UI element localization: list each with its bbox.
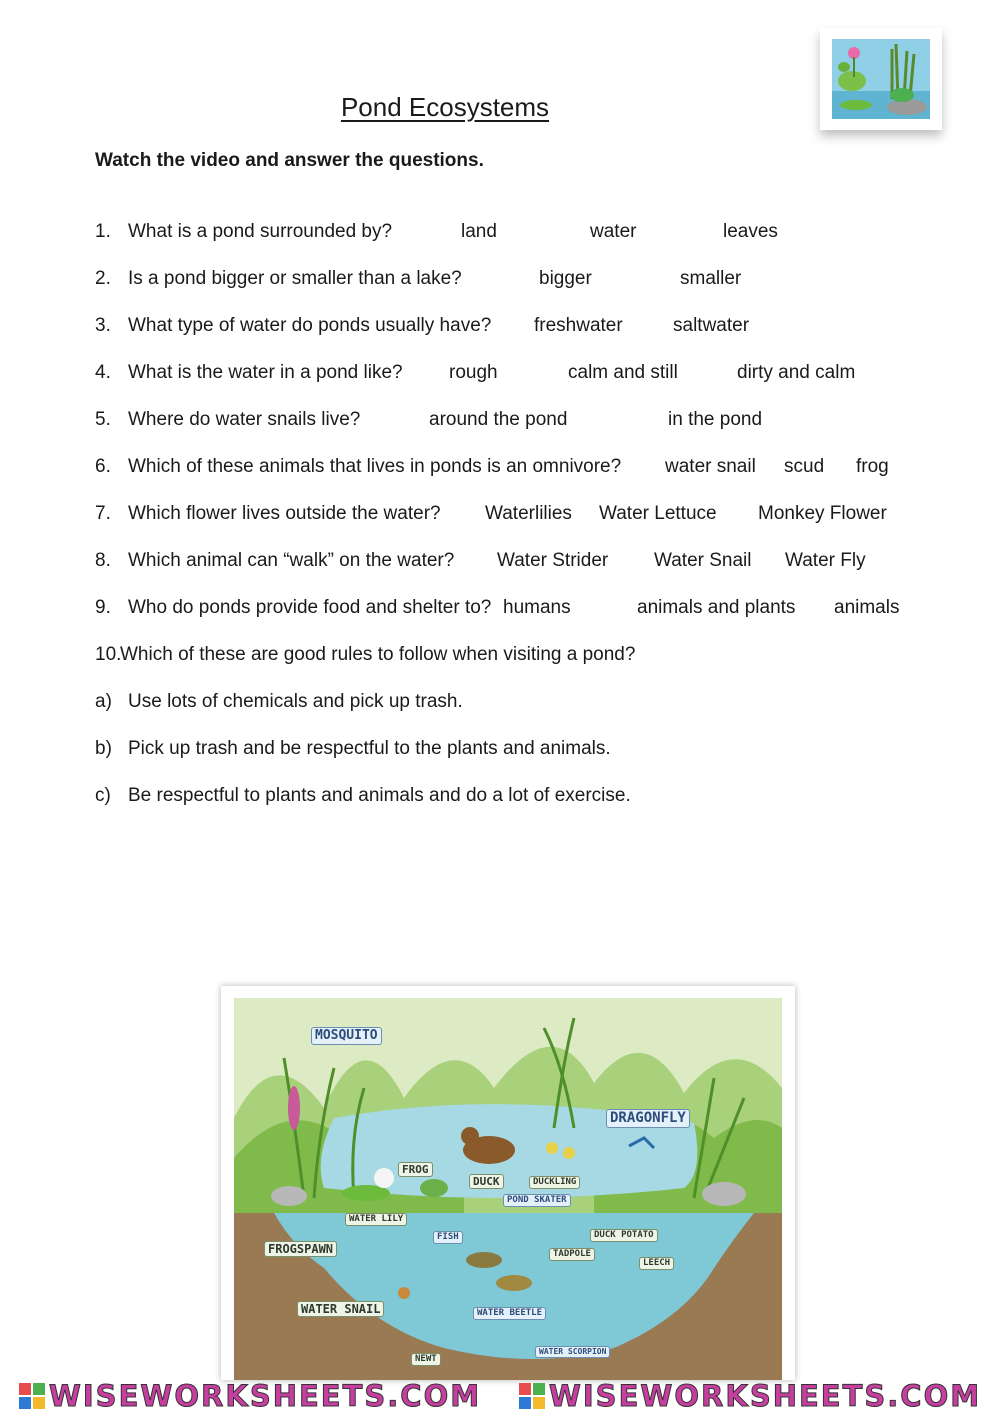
pond-ecosystem-illustration xyxy=(221,986,795,1380)
question-text: What is a pond surrounded by? xyxy=(128,221,393,242)
answer-option[interactable]: dirty and calm xyxy=(737,362,856,383)
answer-option[interactable]: water xyxy=(590,221,637,242)
label-newt: NEWT xyxy=(411,1353,441,1366)
answer-option[interactable]: animals xyxy=(834,597,900,618)
pond-scene xyxy=(234,998,782,1380)
label-frog: FROG xyxy=(398,1162,433,1177)
rule-text: Be respectful to plants and animals and do a lot of exercise. xyxy=(128,785,631,806)
answer-option[interactable]: scud xyxy=(784,456,825,477)
question-number: 3. xyxy=(95,315,111,336)
question-number: 8. xyxy=(95,550,111,571)
question-text: Who do ponds provide food and shelter to? xyxy=(128,597,492,618)
answer-option[interactable]: bigger xyxy=(539,268,592,289)
rule-letter: c) xyxy=(95,785,111,806)
answer-option[interactable]: water snail xyxy=(665,456,756,477)
label-frogspawn: FROGSPAWN xyxy=(264,1241,337,1257)
answer-option[interactable]: freshwater xyxy=(534,315,623,336)
rule-text: Use lots of chemicals and pick up trash. xyxy=(128,691,463,712)
label-duck-potato: DUCK POTATO xyxy=(590,1229,658,1242)
answer-option[interactable]: in the pond xyxy=(668,409,763,430)
answer-option[interactable]: leaves xyxy=(723,221,778,242)
label-fish: FISH xyxy=(433,1231,463,1244)
answer-option[interactable]: Water Fly xyxy=(785,550,866,571)
question-text: Is a pond bigger or smaller than a lake? xyxy=(128,268,462,289)
label-water-scorpion: WATER SCORPION xyxy=(535,1346,610,1358)
page-title: Pond Ecosystems xyxy=(340,92,550,122)
label-leech: LEECH xyxy=(639,1257,674,1270)
label-mosquito: MOSQUITO xyxy=(311,1027,382,1045)
answer-option[interactable]: Monkey Flower xyxy=(758,503,887,524)
answer-option[interactable]: rough xyxy=(449,362,498,383)
question-text: Which flower lives outside the water? xyxy=(128,503,441,524)
rule-letter: a) xyxy=(95,691,112,712)
label-duck: DUCK xyxy=(469,1174,504,1189)
question-text: What type of water do ponds usually have? xyxy=(128,315,492,336)
brand-link[interactable] xyxy=(519,1379,981,1413)
brand-text: WISEWORKSHEETS.COM xyxy=(48,1378,482,1413)
answer-option[interactable]: smaller xyxy=(680,268,742,289)
question-number: 6. xyxy=(95,456,111,477)
label-water-beetle: WATER BEETLE xyxy=(473,1307,546,1320)
answer-option[interactable]: humans xyxy=(503,597,571,618)
brand-text: WISEWORKSHEETS.COM xyxy=(548,1378,982,1413)
answer-option[interactable]: calm and still xyxy=(568,362,678,383)
label-water-snail: WATER SNAIL xyxy=(297,1301,384,1317)
brand-logo-icon xyxy=(19,1383,45,1409)
answer-option[interactable]: saltwater xyxy=(673,315,750,336)
question-number: 5. xyxy=(95,409,111,430)
answer-option[interactable]: land xyxy=(461,221,497,242)
label-dragonfly: DRAGONFLY xyxy=(606,1109,690,1128)
question-text: Where do water snails live? xyxy=(128,409,361,430)
footer-watermark xyxy=(0,1378,1000,1413)
answer-option[interactable]: around the pond xyxy=(429,409,568,430)
answer-option[interactable]: frog xyxy=(856,456,889,477)
answer-option[interactable]: Water Snail xyxy=(654,550,752,571)
answer-option[interactable]: Water Lettuce xyxy=(599,503,717,524)
label-duckling: DUCKLING xyxy=(529,1176,580,1189)
question-number: 7. xyxy=(95,503,111,524)
question-text: Which of these animals that lives in ponds is an omnivore? xyxy=(128,456,622,477)
rule-text: Pick up trash and be respectful to the plants and animals. xyxy=(128,738,611,759)
question-number: 9. xyxy=(95,597,111,618)
rule-letter: b) xyxy=(95,738,112,759)
question-number: 2. xyxy=(95,268,111,289)
question-number: 10. xyxy=(95,644,122,665)
question-text: Which of these are good rules to follow when visiting a pond? xyxy=(120,644,636,665)
question-text: What is the water in a pond like? xyxy=(128,362,403,383)
answer-option[interactable]: Water Strider xyxy=(497,550,609,571)
brand-link[interactable] xyxy=(19,1379,481,1413)
brand-logo-icon xyxy=(519,1383,545,1409)
question-text: Which animal can “walk” on the water? xyxy=(128,550,455,571)
answer-option[interactable]: animals and plants xyxy=(637,597,796,618)
answer-option[interactable]: Waterlilies xyxy=(485,503,572,524)
label-water-lily: WATER LILY xyxy=(345,1213,407,1226)
label-tadpole: TADPOLE xyxy=(549,1248,595,1261)
instructions: Watch the video and answer the questions. xyxy=(95,150,484,171)
label-pond-skater: POND SKATER xyxy=(503,1194,571,1207)
question-number: 1. xyxy=(95,221,111,242)
question-number: 4. xyxy=(95,362,111,383)
